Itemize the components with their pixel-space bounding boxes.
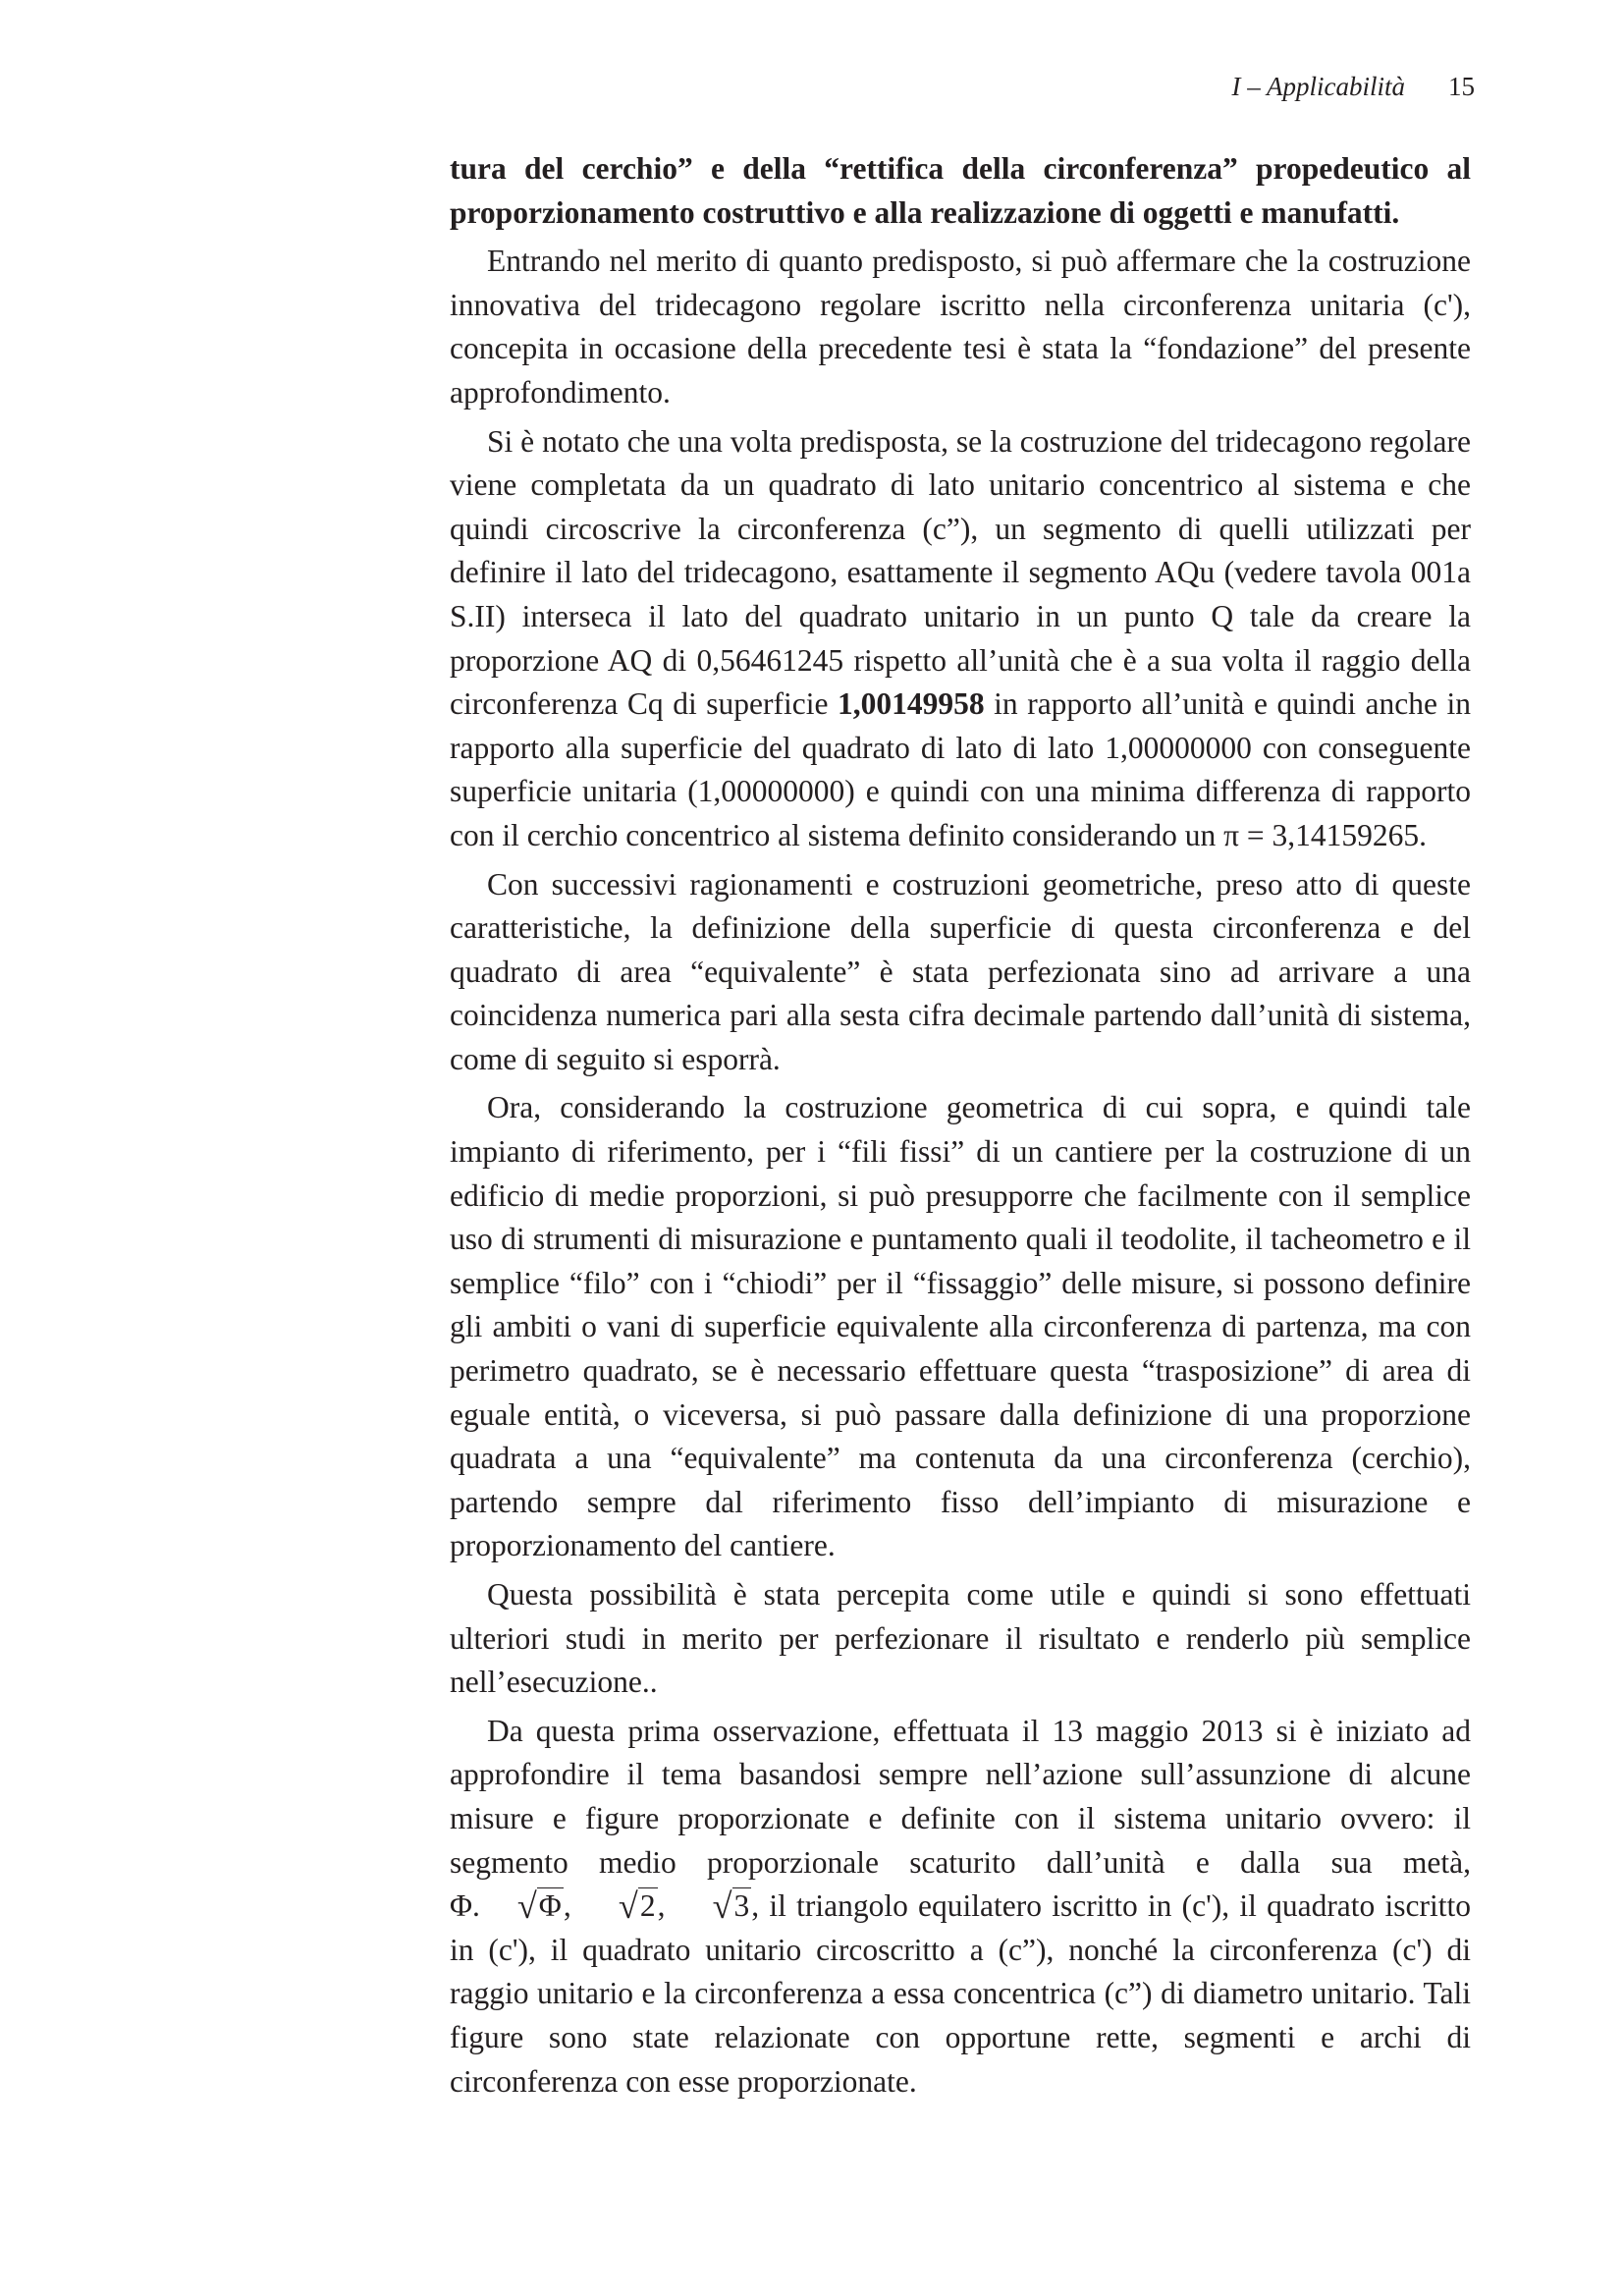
phi-symbol: Φ. — [450, 1888, 480, 1924]
paragraph-2: Entrando nel merito di quanto predisposto, si può affermare che la costruzione innovativa del tridecagono regolare iscritto nella circonferenza unitaria (c'), concepita in occasione della precedente tesi è stata la “fondazione” del presente approfondimento. — [450, 244, 1471, 410]
math-expression: Φ. √Φ, √2, √3, — [450, 1888, 759, 1923]
paragraph-7-text-b: il triangolo equilatero iscritto in (c'), il quadrato iscritto in (c'), il quadrato unitario circoscritto a (c”), nonché la circonferenza (c') di raggio unitario e la circonferenza a essa concentrica (c”) di diametro unitario. Tali figure sono state relazionate con opportune rette, segmenti e archi di circonferenza con esse proporzionate. — [450, 1888, 1471, 2099]
page-number: 15 — [1448, 72, 1475, 101]
paragraph-3-text-b: in rapporto all’unità e quindi anche in rapporto alla superficie del quadrato di lato di lato 1,00000000 con conseguente superficie unitaria (1,00000000) e quindi con una minima differenza di rapporto con il cerchio concentrico al sistema definito considerando — [450, 686, 1472, 852]
sqrt-phi: √Φ — [516, 1886, 562, 1927]
chapter-title: I – Applicabilità — [1231, 72, 1405, 101]
paragraph-6: Questa possibilità è stata percepita come utile e quindi si sono effettuati ulteriori studi in merito per perfezionare il risultato e renderlo più semplice nell’esecuzione.. — [450, 1577, 1471, 1700]
bold-continuation: tura del cerchio” e della “rettifica della circonferenza” propedeutico al proporzionamento costruttivo e alla realizzazione di oggetti e manufatti. — [450, 151, 1471, 230]
paragraph-4: Con successivi ragionamenti e costruzioni geometriche, preso atto di queste caratteristiche, la definizione della superficie di questa circonferenza e del quadrato di area “equivalente” è stata perfezionata sino ad arrivare a una coincidenza numerica pari alla sesta cifra decimale partendo dall’unità di sistema, come di seguito si esporrà. — [450, 866, 1471, 1076]
sqrt-three: √3 — [712, 1886, 750, 1927]
paragraph-5: Ora, considerando la costruzione geometrica di cui sopra, e quindi tale impianto di riferimento, per i “fili fissi” di un cantiere per la costruzione di un edificio di medie proporzioni, si può presupporre che facilmente con il semplice uso di strumenti di misurazione e puntamento quali il teodolite, il tacheometro e il semplice “filo” con i “chiodi” per il “fissaggio” delle misure, si possono definire gli ambiti o vani di superficie equivalente alla circonferenza di partenza, ma con perimetro quadrato, se è necessario effettuare questa “trasposizione” di area di eguale entità, o viceversa, si può passare dalla definizione di una proporzione quadrata a una “equivalente” ma contenuta da una circonferenza (cerchio), partendo sempre dal riferimento fisso dell’impianto di misurazione e proporzionamento del cantiere. — [450, 1090, 1471, 1563]
sqrt-two: √2 — [618, 1886, 656, 1927]
pi-value: un π = 3,14159265. — [1184, 817, 1428, 852]
paragraph-3-text-a: Si è notato che una volta predisposta, se la costruzione del tridecagono regolare viene completata da un quadrato di lato unitario concentrico al sistema e che quindi circoscrive la circonferenza (c”), un segmento di quelli utilizzati per definire il lato del tridecagono, esattamente il segmento AQu (vedere tavola 001a S.II) interseca il lato del quadrato unitario in un punto Q tale da creare la proporzione AQ di 0,56461245 rispetto all’unità che è a sua volta il raggio della circonferenza Cq di superficie — [450, 423, 1471, 722]
paragraph-7 — [450, 1710, 1471, 2104]
paragraph-1 — [450, 147, 1471, 235]
surface-value: 1,00149958 — [837, 686, 985, 722]
paragraph-3 — [450, 420, 1471, 858]
running-head — [1232, 69, 1476, 104]
paragraph-7-text-a: Da questa prima osservazione, effettuata il 13 maggio 2013 si è iniziato ad approfondire il tema basandosi sempre nell’azione sull’assunzione di alcune misure e figure proporzionate e definite con il sistema unitario ovvero: il segmento medio proporzionale scaturito dall’unità e dalla sua metà, — [450, 1713, 1471, 1880]
body-text — [450, 147, 1471, 2108]
